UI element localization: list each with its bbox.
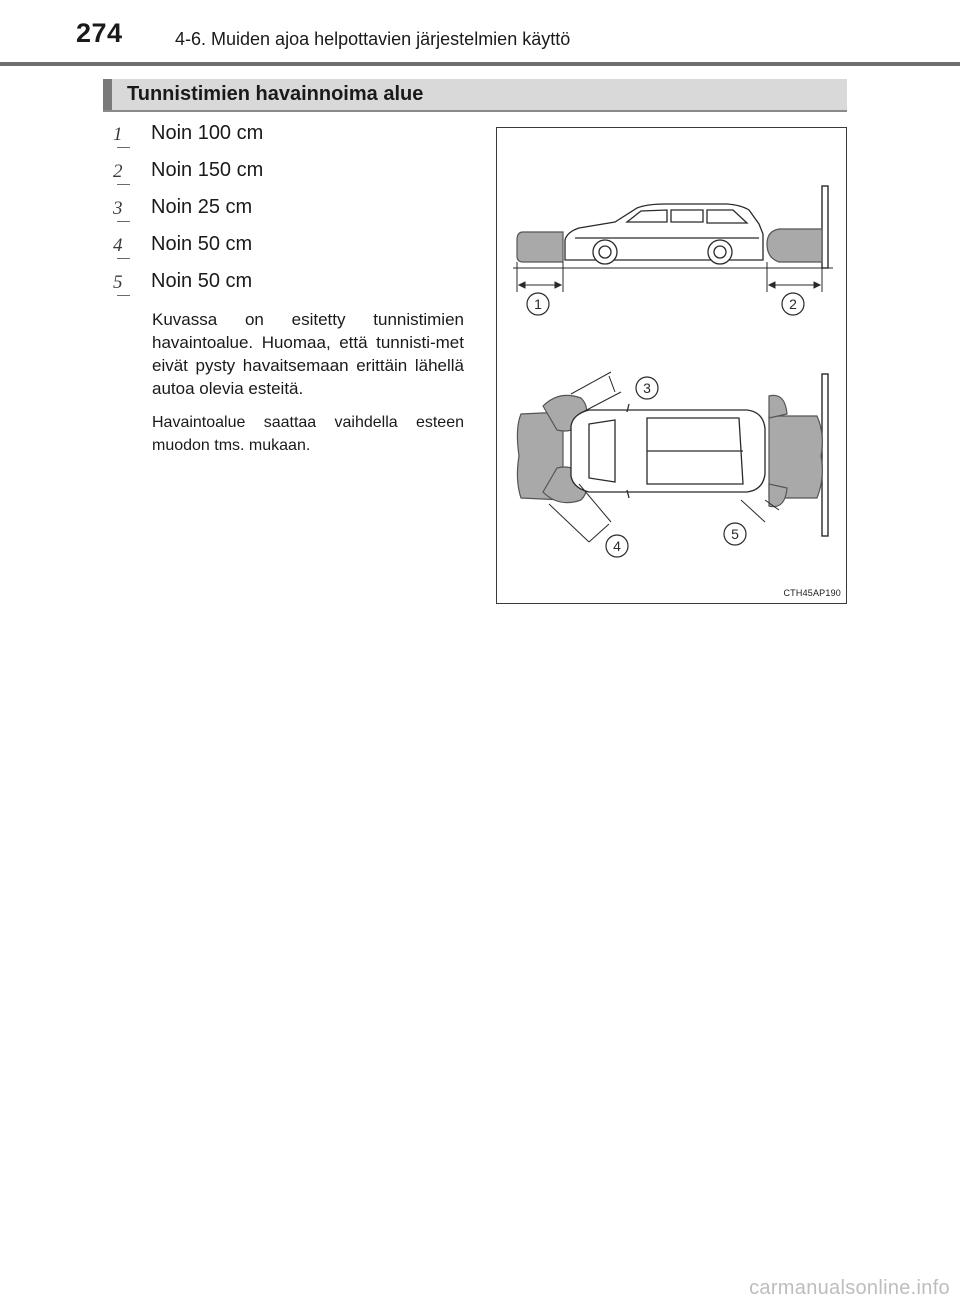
item-label: Noin 50 cm — [151, 233, 253, 255]
list-item — [113, 120, 473, 157]
side-dimension-lines — [517, 262, 822, 292]
rear-detection-zone — [767, 229, 822, 262]
body-paragraph: Kuvassa on esitetty tunnistimien havaintoalue. Huomaa, että tunnisti-met eivät pysty havaitsemaan erittäin lähellä autoa olevia esteitä. — [152, 310, 464, 398]
front-detection-zone — [517, 232, 563, 262]
callout-3 — [636, 377, 658, 399]
callout-5 — [724, 523, 746, 545]
list-item — [113, 268, 473, 305]
list-item — [113, 194, 473, 231]
car-side-view — [565, 204, 763, 264]
callout-5-label: 5 — [731, 526, 739, 542]
section-heading — [103, 79, 847, 112]
item-number: 2 — [113, 161, 135, 187]
callout-2 — [782, 293, 804, 315]
car-top-view — [571, 404, 765, 498]
item-number: 4 — [113, 235, 135, 261]
item-label: Noin 50 cm — [151, 270, 253, 292]
callout-4 — [606, 535, 628, 557]
body-paragraph: Havaintoalue saattaa vaihdella esteen muodon tms. mukaan. — [152, 414, 464, 454]
distance-list — [113, 120, 473, 305]
section-heading-bar — [103, 79, 112, 110]
callout-2-label: 2 — [789, 296, 797, 312]
section-heading-text: Tunnistimien havainnoima alue — [127, 83, 424, 105]
item-label: Noin 25 cm — [151, 196, 253, 218]
item-number: 5 — [113, 272, 135, 298]
figure-code: CTH45AP190 — [783, 588, 841, 598]
item-label: Noin 150 cm — [151, 159, 264, 181]
wall — [822, 186, 828, 268]
watermark: carmanualsonline.info — [749, 1277, 950, 1299]
header-rule — [0, 62, 960, 66]
item-number: 3 — [113, 198, 135, 224]
list-item — [113, 157, 473, 194]
item-number: 1 — [113, 124, 135, 150]
page-number: 274 — [76, 18, 123, 48]
wall-top — [822, 374, 828, 536]
callout-3-label: 3 — [643, 380, 651, 396]
callout-1-label: 1 — [534, 296, 542, 312]
sensor-diagram — [497, 128, 848, 605]
callout-4-label: 4 — [613, 538, 621, 554]
list-item — [113, 231, 473, 268]
sensor-range-figure — [496, 127, 847, 604]
item-label: Noin 100 cm — [151, 122, 264, 144]
chapter-title: 4-6. Muiden ajoa helpottavien järjestelmien käyttö — [175, 29, 571, 49]
callout-1 — [527, 293, 549, 315]
